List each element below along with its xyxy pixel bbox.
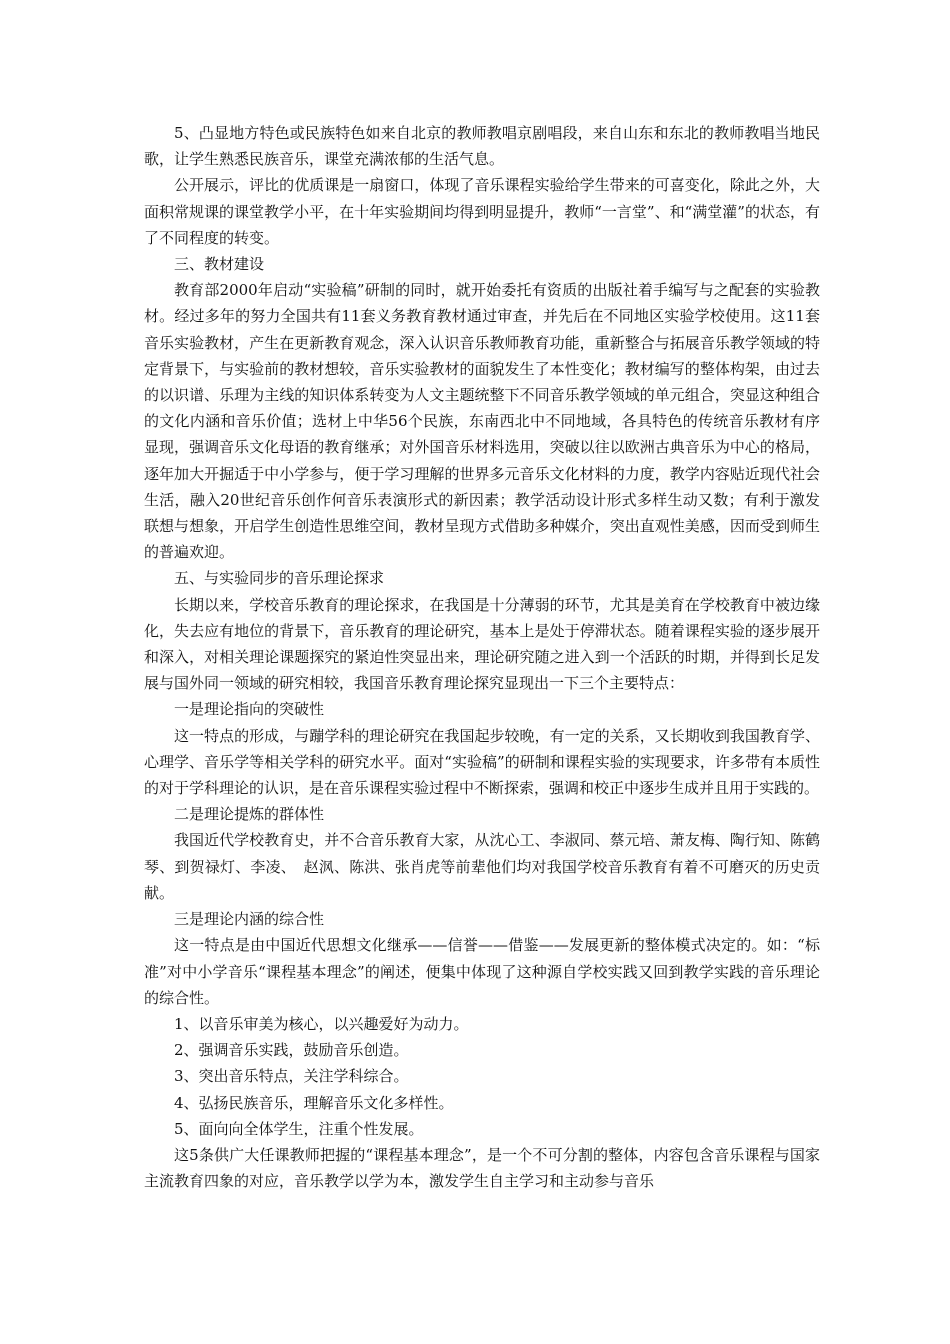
list-item-1: 1、以音乐审美为核心，以兴趣爱好为动力。 — [174, 1014, 469, 1033]
subheading-collective: 二是理论提炼的群体性 — [174, 805, 325, 824]
section-heading-music-theory: 五、与实验同步的音乐理论探求 — [174, 569, 385, 588]
paragraph-theory-background: 长期以来，学校音乐教育的理论探求，在我国是十分薄弱的环节，尤其是美育在学校教育中被边缘化，失去应有地位的背景下，音乐教育的理论研究，基本上是处于停滞状态。随着课程实验的逐步展开和深入，对相关理论课题探究的紧迫性突显出来，理论研究随之进入到一个活跃的时期，并得到长足发展与国外同一领域的研究相较，我国音乐教育理论探究显现出一下三个主要特点： — [144, 595, 820, 693]
document-body — [144, 120, 820, 1194]
paragraph-comprehensive: 这一特点是由中国近代思想文化继承——信誉——借鉴——发展更新的整体模式决定的。如：“标准”对中小学音乐“课程基本理念”的阐述，便集中体现了这种源自学校实践又回到教学实践的音乐理论的综合性。 — [144, 936, 820, 1007]
paragraph-collective: 我国近代学校教育史，并不合音乐教育大家，从沈心工、李淑同、蔡元培、萧友梅、陶行知、陈鹤琴、到贺禄灯、李凌、 赵沨、陈洪、张肖虎等前辈他们均对我国学校音乐教育有着不可磨灭的历史贡献。 — [144, 831, 820, 902]
list-item-5: 5、面向向全体学生，注重个性发展。 — [174, 1119, 424, 1138]
subheading-breakthrough: 一是理论指向的突破性 — [174, 700, 325, 719]
paragraph-core-concepts: 这5条供广大任课教师把握的“课程基本理念”，是一个不可分割的整体，内容包含音乐课程与国家主流教育四象的对应，音乐教学以学为本，激发学生自主学习和主动参与音乐 — [144, 1145, 820, 1191]
list-item-3: 3、突出音乐特点，关注学科综合。 — [174, 1067, 409, 1086]
paragraph-breakthrough: 这一特点的形成，与蹦学科的理论研究在我国起步较晚，有一定的关系，又长期收到我国教育学、心理学、音乐学等相关学科的研究水平。面对“实验稿”的研制和课程实验的实现要求，许多带有本质性的对于学科理论的认识，是在音乐课程实验过程中不断探索，强调和校正中逐步生成并且用于实践的。 — [144, 726, 820, 798]
paragraph-public-showcase: 公开展示，评比的优质课是一扇窗口，体现了音乐课程实验给学生带来的可喜变化，除此之外，大面积常规课的课堂教学小平，在十年实验期间均得到明显提升，教师“一言堂”、和“满堂灌”的状态，有了不同程度的转变。 — [144, 176, 820, 247]
list-item-2: 2、强调音乐实践，鼓励音乐创造。 — [174, 1041, 409, 1060]
list-item-4: 4、弘扬民族音乐，理解音乐文化多样性。 — [174, 1093, 454, 1112]
paragraph-textbook-construction: 教育部2000年启动“实验稿”研制的同时，就开始委托有资质的出版社着手编写与之配套的实验教材。经过多年的努力全国共有11套义务教育教材通过审查，并先后在不同地区实验学校使用。这11套音乐实验教材，产生在更新教育观念，深入认识音乐教师教育功能，重新整合与拓展音乐教学领域的特定背景下，与实验前的教材想较，音乐实验教材的面貌发生了本性变化；教材编写的整体构架，由过去的以识谱、乐理为主线的知识体系转变为人文主题统整下不同音乐教学领域的单元组合，突显这种组合的文化内涵和音乐价值；选材上中华56个民族，东南西北中不同地域，各具特色的传统音乐教材有序显现，强调音乐文化母语的教育继承；对外国音乐材料选用，突破以往以欧洲古典音乐为中心的格局，逐年加大开掘适于中小学参与，便于学习理解的世界多元音乐文化材料的力度，教学内容贴近现代社会生活，融入20世纪音乐创作何音乐表演形式的新因素；教学活动设计形式多样生动又数；有利于激发联想与想象，开启学生创造性思维空间，教材呈现方式借助多种媒介，突出直观性美感，因而受到师生的普遍欢迎。 — [144, 281, 820, 562]
subheading-comprehensive: 三是理论内涵的综合性 — [174, 910, 325, 929]
paragraph-point-5-local-features: 5、凸显地方特色或民族特色如来自北京的教师教唱京剧唱段，来自山东和东北的教师教唱当地民歌，让学生熟悉民族音乐，课堂充满浓郁的生活气息。 — [144, 124, 820, 169]
section-heading-textbook-construction: 三、教材建设 — [174, 255, 265, 274]
